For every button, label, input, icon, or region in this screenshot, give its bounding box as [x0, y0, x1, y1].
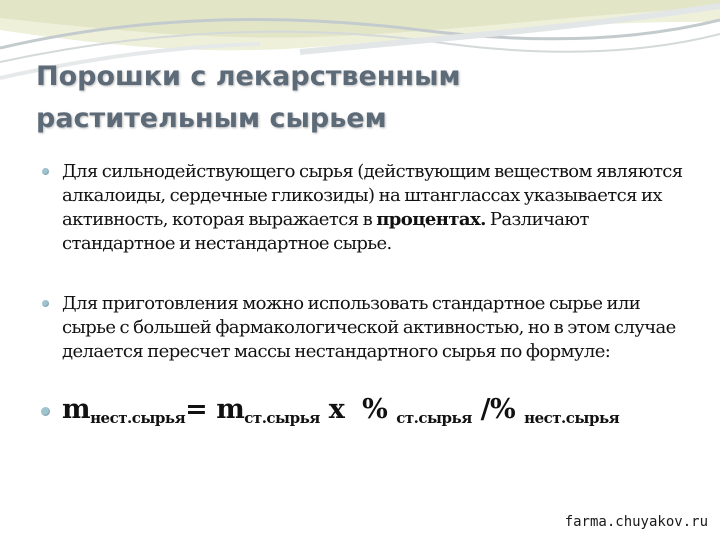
formula-part: m — [62, 394, 91, 425]
title-line-1: Порошки с лекарственным — [36, 61, 461, 92]
bullet-dot-icon — [42, 300, 49, 307]
formula-subscript: нест.сырья — [90, 409, 186, 427]
formula-part: = m — [185, 394, 245, 425]
bullet-text — [62, 160, 688, 256]
formula-part: /% — [471, 394, 525, 425]
bullet-text-bold: процентах. — [376, 209, 486, 230]
bullet-dot-icon — [41, 407, 50, 416]
bullet-text-part: Различают стандартное и нестандартное сырье. — [62, 209, 589, 254]
bullet-dot-icon — [42, 168, 49, 175]
formula-subscript: ст.сырья — [244, 409, 320, 427]
formula-part: x % — [319, 394, 397, 425]
watermark: farma.chuyakov.ru — [564, 514, 708, 530]
bullet-text: Для приготовления можно использовать стандартное сырье или сырье с большей фармакологической активностью, но в этом случае делается пересчет массы нестандартного сырья по формуле: — [62, 293, 676, 362]
formula-item — [38, 392, 688, 428]
bullet-text-part: Для сильнодействующего сырья (действующим веществом являются алкалоиды, сердечные гликозиды) на штанглассах указывается их активность, которая выражается в — [62, 161, 683, 230]
bullet-item — [38, 292, 688, 364]
bullet-item — [38, 160, 688, 256]
formula-subscript: нест.сырья — [524, 409, 620, 427]
title-line-2: растительным сырьем — [36, 103, 387, 134]
formula-subscript: ст.сырья — [396, 409, 472, 427]
slide-title — [36, 56, 696, 140]
bullet-list — [38, 160, 688, 428]
formula — [62, 392, 688, 428]
